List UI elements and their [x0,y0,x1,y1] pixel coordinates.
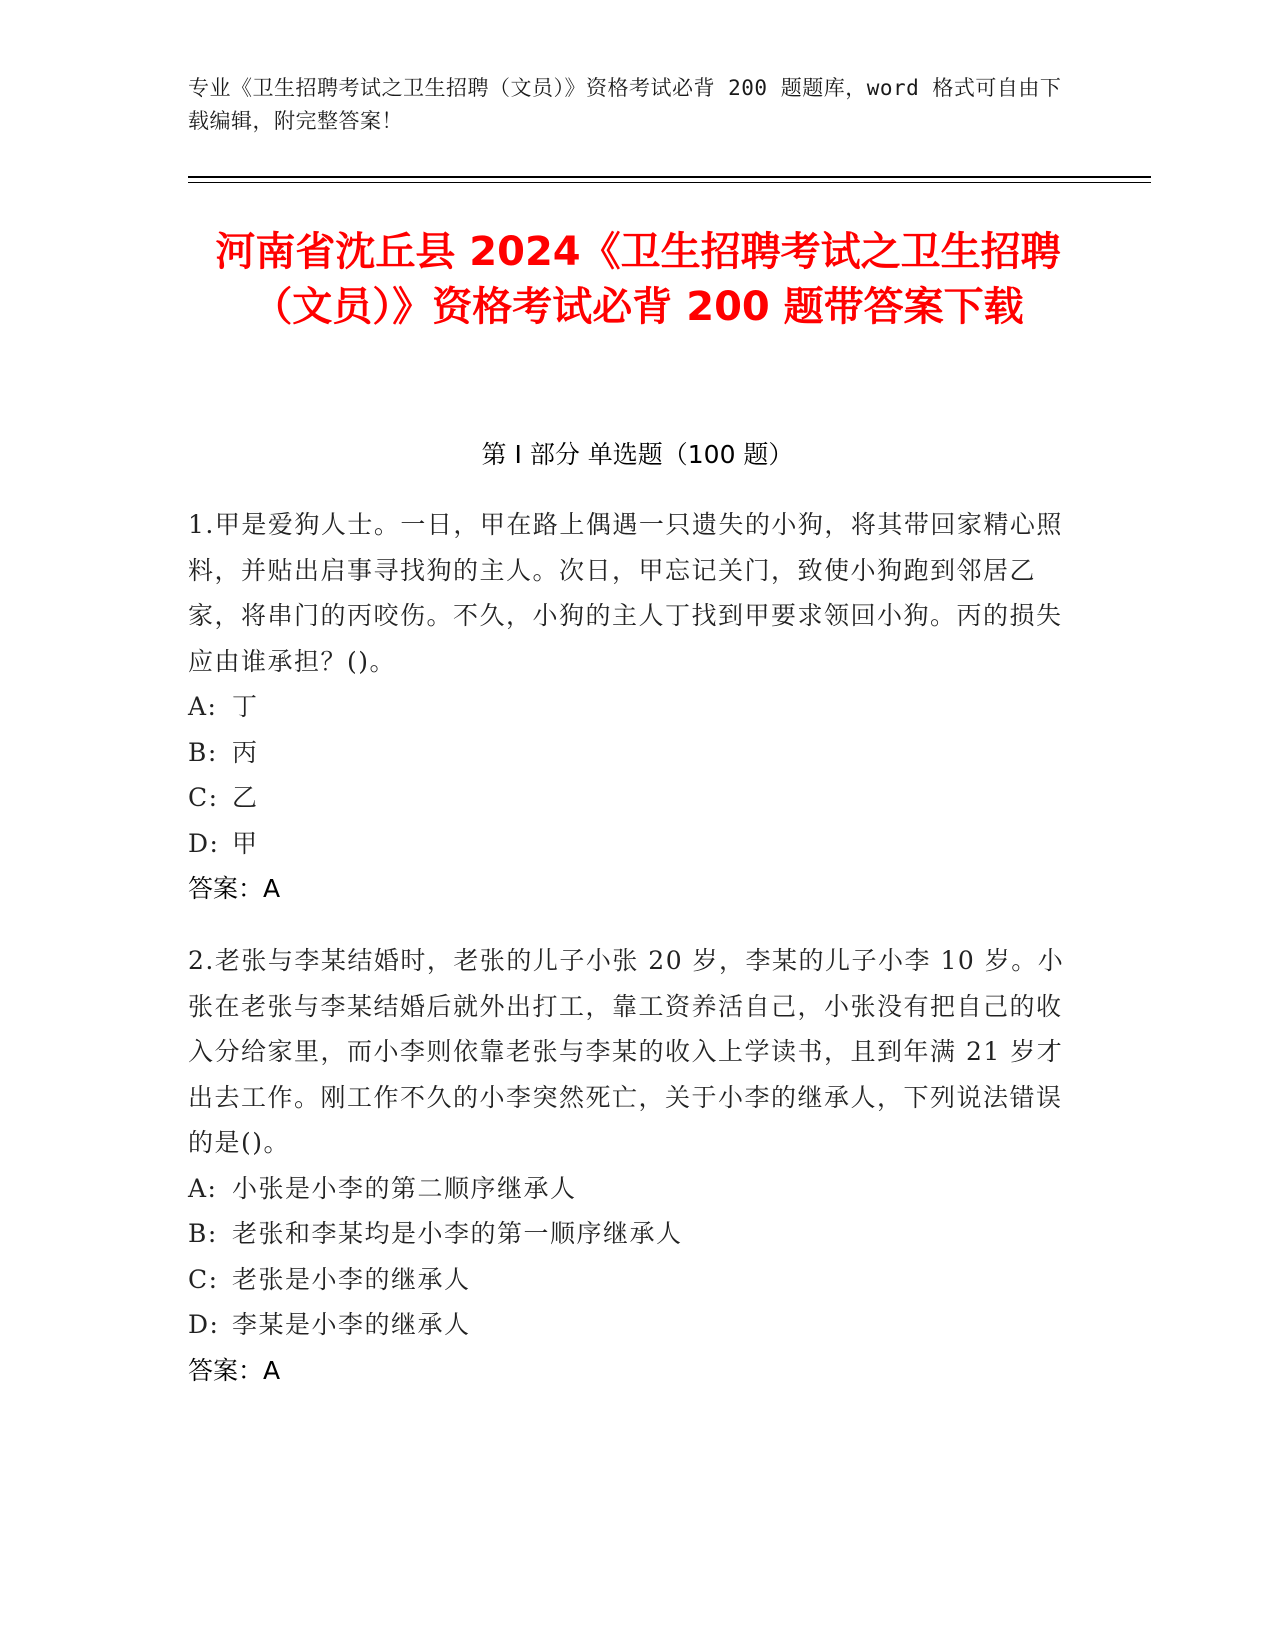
answer-label: 答案：A [188,874,281,903]
option-d [188,821,1068,867]
option-text: 丁 [232,692,259,721]
question-stem: 2.老张与李某结婚时，老张的儿子小张 20 岁，李某的儿子小李 10 岁。小张在老张与李某结婚后就外出打工，靠工资养活自己，小张没有把自己的收入分给家里，而小李则依靠老张与李某的收入上学读书，且到年满 21 岁才出去工作。刚工作不久的小李突然死亡，关于小李的继承人，下列说法错误的是()。 [188,946,1065,1157]
option-text: 乙 [232,783,259,812]
section-heading: 第 I 部分 单选题（100 题） [481,440,794,469]
option-letter: C: [188,783,219,812]
option-c [188,775,1068,821]
document-title: 河南省沈丘县 2024《卫生招聘考试之卫生招聘（文员）》资格考试必背 200 题带答案下载 [215,229,1061,330]
option-b [188,730,1068,776]
header-divider-thin [188,182,1151,183]
option-letter: A: [188,1173,218,1203]
option-d [188,1302,1068,1348]
option-text: 老张是小李的继承人 [232,1264,471,1294]
question-1 [188,502,1068,912]
question-2 [188,938,1068,1393]
option-text: 老张和李某均是小李的第一顺序继承人 [232,1219,683,1248]
option-a [188,1166,1068,1212]
option-letter: A: [188,692,218,721]
option-b [188,1211,1068,1257]
header-divider-thick [188,176,1151,178]
option-letter: B: [188,737,218,767]
answer-label: 答案：A [188,1355,281,1385]
option-a [188,684,1068,730]
option-letter: B: [188,1219,218,1248]
header-note: 专业《卫生招聘考试之卫生招聘（文员）》资格考试必背 200 题题库，word 格式可自由下载编辑，附完整答案！ [188,76,1062,133]
option-letter: D: [188,828,220,858]
question-stem: 1.甲是爱狗人士。一日，甲在路上偶遇一只遗失的小狗，将其带回家精心照料，并贴出启事寻找狗的主人。次日，甲忘记关门，致使小狗跑到邻居乙家，将串门的丙咬伤。不久，小狗的主人丁找到甲要求领回小狗。丙的损失应由谁承担？()。 [188,510,1063,676]
option-text: 李某是小李的继承人 [232,1310,471,1339]
option-c [188,1257,1068,1303]
option-letter: D: [188,1310,220,1339]
option-letter: C: [188,1264,219,1294]
option-text: 小张是小李的第二顺序继承人 [232,1173,577,1203]
option-text: 甲 [232,828,259,858]
option-text: 丙 [232,737,259,767]
